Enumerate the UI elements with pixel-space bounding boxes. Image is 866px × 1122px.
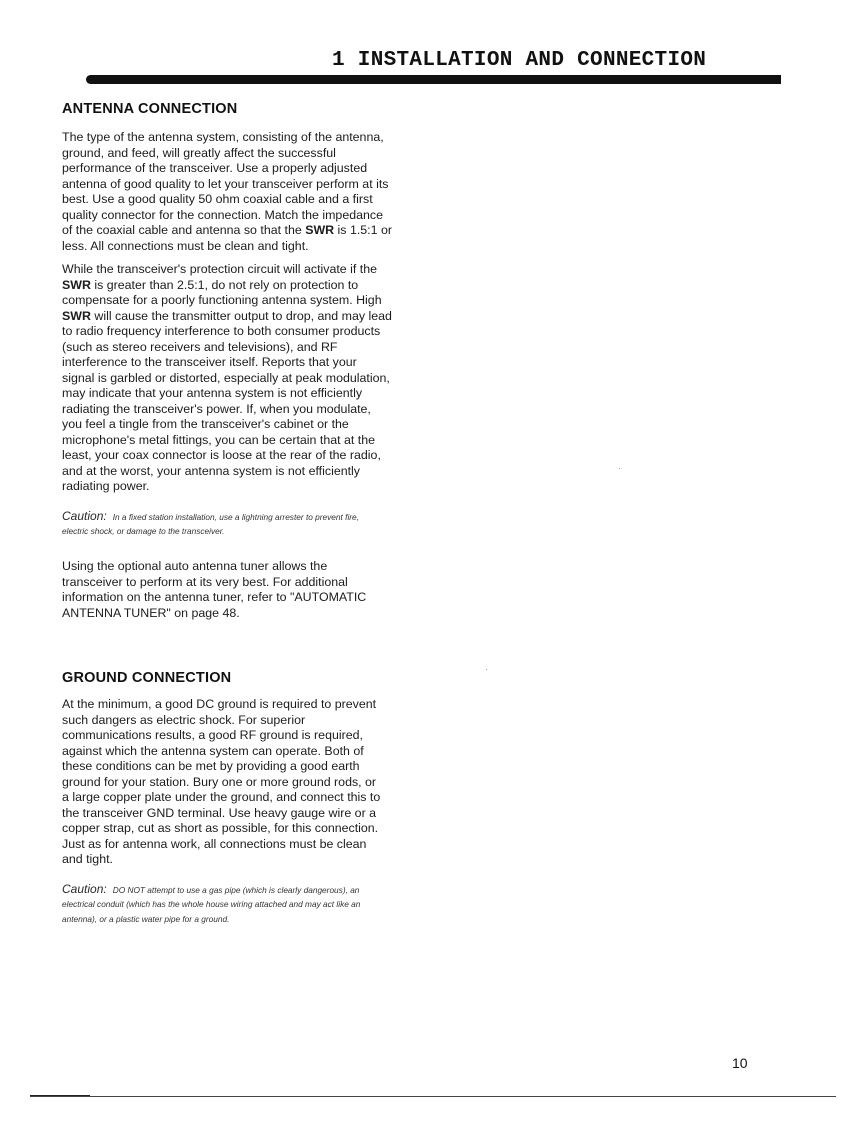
scan-speck: [619, 468, 620, 469]
antenna-paragraph-3: Using the optional auto antenna tuner allows the transceiver to perform at its very best. For additional information on the antenna tuner, refer to "AUTOMATIC ANTENNA TUNER" on page 48.: [62, 559, 367, 620]
caution-label: Caution:: [62, 508, 107, 523]
ground-section: [62, 697, 384, 927]
header-rule: [86, 75, 781, 84]
scan-speck: [486, 669, 487, 670]
chapter-title: 1 INSTALLATION AND CONNECTION: [332, 49, 707, 72]
antenna-section: [62, 130, 392, 621]
ground-paragraph-1: At the minimum, a good DC ground is required to prevent such dangers as electric shock. For superior communications results, a good RF ground is required, against which the antenna system can operate. Both of these conditions can be met by providing a good earth ground for your station. Bury one or more ground rods, or a large copper plate under the ground, and connect this to the transceiver GND terminal. Use heavy gauge wire or a copper strap, cut as short as possible, for this connection. Just as for antenna work, all connections must be clean and tight.: [62, 697, 381, 866]
antenna-paragraph-1: The type of the antenna system, consisting of the antenna, ground, and feed, will greatly affect the successful performance of the transceiver. Use a properly adjusted antenna of good quality to let your transceiver perform at its best. Use a good quality 50 ohm coaxial cable and a first quality connector for the connection. Match the impedance of the coaxial cable and antenna so that the SWR is 1.5:1 or less. All connections must be clean and tight.: [62, 130, 392, 253]
page-number: 10: [732, 1055, 748, 1071]
ground-heading: GROUND CONNECTION: [62, 670, 232, 686]
antenna-heading: ANTENNA CONNECTION: [62, 101, 238, 117]
ground-caution: Caution: DO NOT attempt to use a gas pipe (which is clearly dangerous), an electrical conduit (which has the whole house wiring attached and may act like an antenna), or a plastic water pipe for a ground.: [62, 881, 361, 925]
antenna-caution: Caution: In a fixed station installation, use a lightning arrester to prevent fire, electric shock, or damage to the transceiver.: [62, 508, 359, 537]
antenna-paragraph-2: While the transceiver's protection circuit will activate if the SWR is greater than 2.5:1, do not rely on protection to compensate for a poorly functioning antenna system. High SWR will cause the transmitter output to drop, and may lead to radio frequency interference to both consumer products (such as stereo receivers and televisions), and RF interference to the transceiver itself. Reports that your signal is garbled or distorted, especially at peak modulation, may indicate that your antenna system is not efficiently radiating the transceiver's power. If, when you modulate, you feel a tingle from the transceiver's cabinet or the microphone's metal fittings, you can be certain that at the least, your coax connector is loose at the rear of the radio, and at the worst, your antenna system is not efficiently radiating power.: [62, 262, 392, 493]
caution-label: Caution:: [62, 881, 107, 896]
footer-rule: [30, 1096, 836, 1097]
